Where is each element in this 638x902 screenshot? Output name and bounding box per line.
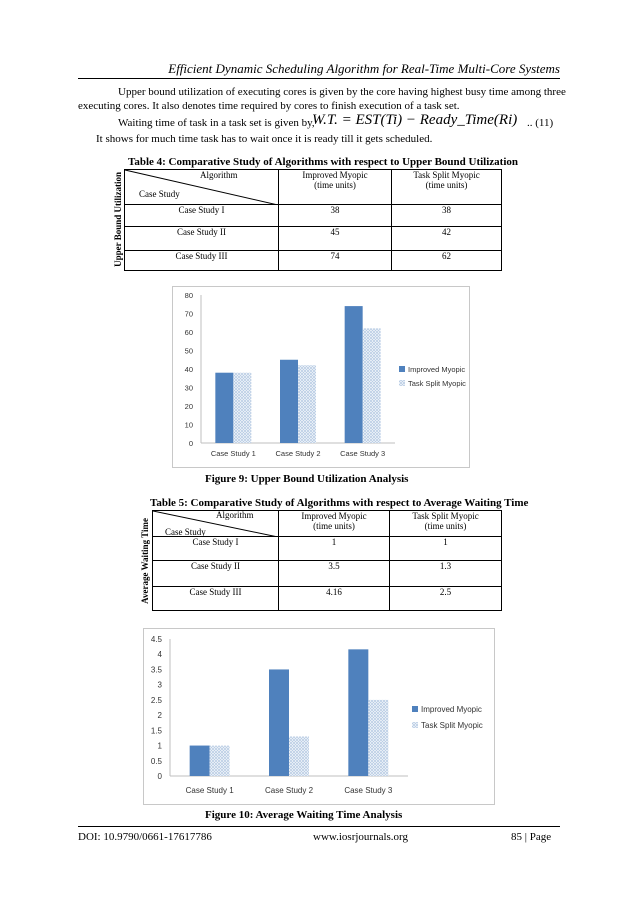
figure-9-caption: Figure 9: Upper Bound Utilization Analysis	[205, 473, 409, 485]
x-category-label: Case Study 1	[210, 449, 256, 458]
y-tick-label: 70	[184, 309, 193, 319]
y-tick-label: 0	[188, 439, 193, 448]
table-row	[153, 537, 502, 561]
table-row	[125, 205, 502, 227]
col-header-unit: (time units)	[314, 180, 356, 190]
col-header-name: Improved Myopic	[302, 170, 368, 180]
col-header-name: Improved Myopic	[301, 511, 367, 521]
table-4-col-header	[392, 170, 502, 205]
y-tick-label: 3.5	[150, 665, 162, 675]
y-tick-label: 1	[157, 741, 162, 751]
footer-site: www.iosrjournals.org	[313, 831, 409, 843]
bar-task-split-myopic	[210, 746, 230, 776]
cell-value: 1	[279, 537, 390, 561]
header-divider	[78, 78, 560, 79]
paragraph-line: It shows for much time task has to wait once it is ready till it gets scheduled.	[96, 133, 433, 145]
cell-value: 1.3	[390, 561, 502, 587]
col-header-unit: (time units)	[424, 521, 467, 531]
cell-value: 1	[390, 537, 502, 561]
waiting-time-formula: W.T. = EST(Ti) − Ready_Time(Ri)	[312, 112, 518, 128]
y-tick-label: 4.5	[150, 635, 162, 644]
y-tick-label: 2.5	[150, 695, 162, 705]
cell-value: 45	[279, 227, 392, 251]
table-4-side-label-wrap	[111, 169, 124, 270]
y-tick-label: 10	[184, 420, 193, 430]
corner-top-label: Algorithm	[200, 170, 238, 180]
row-label: Case Study I	[153, 537, 279, 561]
row-label: Case Study I	[125, 205, 279, 227]
bar-improved-myopic	[345, 306, 363, 443]
row-label: Case Study II	[125, 227, 279, 251]
table-5-col-header	[390, 511, 502, 537]
bar-improved-myopic	[190, 746, 210, 776]
row-label: Case Study III	[125, 251, 279, 271]
col-header-unit: (time units)	[313, 521, 355, 531]
x-category-label: Case Study 1	[185, 786, 234, 795]
legend-swatch	[399, 366, 405, 372]
table-4-col-header	[279, 170, 392, 205]
figure-10-caption: Figure 10: Average Waiting Time Analysis	[205, 809, 403, 821]
paragraph-line: executing cores. It also denotes time required by cores to finish execution of a task set.	[78, 100, 460, 112]
corner-bottom-label: Case Study	[139, 189, 180, 199]
table-4-side-label: Upper Bound Utilization	[112, 172, 123, 267]
y-tick-label: 20	[184, 402, 193, 411]
x-category-label: Case Study 2	[264, 786, 314, 795]
cell-value: 2.5	[390, 587, 502, 611]
bar-improved-myopic	[269, 669, 289, 776]
bar-task-split-myopic	[289, 736, 309, 776]
y-tick-label: 3	[157, 680, 162, 690]
running-header: Efficient Dynamic Scheduling Algorithm for Real-Time Multi-Core Systems	[168, 61, 560, 76]
table-row	[125, 251, 502, 271]
equation-number: .. (11)	[527, 117, 554, 129]
legend-swatch	[412, 722, 418, 728]
table-5-corner-cell	[153, 511, 279, 537]
y-tick-label: 30	[184, 383, 193, 393]
legend-label: Task Split Myopic	[421, 721, 483, 730]
table-4-corner-cell	[125, 170, 279, 205]
cell-value: 38	[279, 205, 392, 227]
cell-value: 4.16	[279, 587, 390, 611]
bar-task-split-myopic	[363, 328, 381, 443]
legend-label: Task Split Myopic	[408, 379, 466, 388]
table-row	[153, 587, 502, 611]
y-tick-label: 0	[157, 772, 162, 781]
legend-label: Improved Myopic	[408, 365, 466, 374]
figure-9-chart-frame	[172, 286, 470, 468]
legend-swatch	[412, 706, 418, 712]
table-5-col-header	[279, 511, 390, 537]
table-row	[125, 227, 502, 251]
figure-10-chart	[144, 629, 494, 804]
y-tick-label: 50	[184, 346, 193, 356]
cell-value: 3.5	[279, 561, 390, 587]
table-5	[152, 510, 502, 611]
y-tick-label: 60	[184, 328, 193, 337]
bar-task-split-myopic	[233, 373, 251, 443]
y-tick-label: 0.5	[150, 756, 162, 766]
table-5-side-label: Average Waiting Time	[140, 518, 150, 604]
legend-label: Improved Myopic	[421, 705, 482, 714]
row-label: Case Study II	[153, 561, 279, 587]
cell-value: 38	[392, 205, 502, 227]
bar-improved-myopic	[280, 360, 298, 443]
bar-improved-myopic	[348, 649, 368, 776]
paragraph-line: Upper bound utilization of executing cores is given by the core having highest busy time among three	[118, 86, 566, 98]
table-row	[153, 561, 502, 587]
figure-10-chart-frame	[143, 628, 495, 805]
figure-9-chart	[173, 287, 469, 467]
bar-improved-myopic	[215, 373, 233, 443]
footer-divider	[78, 826, 560, 827]
y-tick-label: 2	[157, 711, 162, 721]
legend-swatch	[399, 380, 405, 386]
x-category-label: Case Study 3	[344, 786, 393, 795]
table-5-caption: Table 5: Comparative Study of Algorithms with respect to Average Waiting Time	[150, 497, 529, 509]
table-4-caption: Table 4: Comparative Study of Algorithms with respect to Upper Bound Utilization	[128, 156, 519, 168]
col-header-unit: (time units)	[425, 180, 468, 190]
row-label: Case Study III	[153, 587, 279, 611]
waiting-time-intro: Waiting time of task in a task set is given by,	[118, 117, 315, 129]
x-category-label: Case Study 2	[275, 449, 321, 458]
col-header-name: Task Split Myopic	[412, 511, 479, 521]
corner-top-label: Algorithm	[216, 510, 254, 520]
table-5-side-label-wrap	[138, 510, 152, 612]
footer-doi: DOI: 10.9790/0661-17617786	[78, 831, 212, 843]
col-header-name: Task Split Myopic	[413, 170, 480, 180]
y-tick-label: 40	[184, 365, 193, 374]
footer-page: 85 | Page	[511, 831, 552, 843]
table-4	[124, 169, 502, 271]
y-tick-label: 4	[157, 650, 162, 660]
corner-bottom-label: Case Study	[165, 527, 206, 537]
cell-value: 74	[279, 251, 392, 271]
y-tick-label: 1.5	[150, 726, 162, 736]
cell-value: 62	[392, 251, 502, 271]
y-tick-label: 80	[184, 291, 193, 300]
bar-task-split-myopic	[298, 365, 316, 443]
cell-value: 42	[392, 227, 502, 251]
bar-task-split-myopic	[368, 700, 388, 776]
x-category-label: Case Study 3	[340, 449, 386, 458]
